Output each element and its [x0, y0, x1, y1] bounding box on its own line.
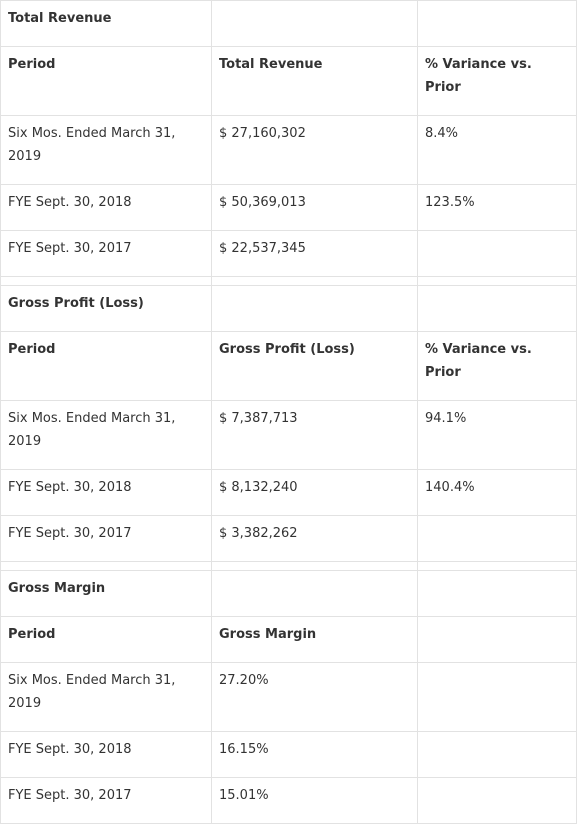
table-row — [1, 778, 577, 824]
empty-cell — [418, 286, 577, 332]
period-cell: FYE Sept. 30, 2017 — [1, 231, 212, 277]
header-row — [1, 617, 577, 663]
table-row — [1, 116, 577, 185]
empty-cell — [212, 571, 418, 617]
empty-cell — [418, 1, 577, 47]
value-cell: 16.15% — [212, 732, 418, 778]
variance-cell — [418, 231, 577, 277]
table-row — [1, 516, 577, 562]
header-period: Period — [1, 47, 212, 116]
period-cell: FYE Sept. 30, 2017 — [1, 516, 212, 562]
variance-cell — [418, 732, 577, 778]
value-cell: $ 22,537,345 — [212, 231, 418, 277]
period-cell: Six Mos. Ended March 31, 2019 — [1, 663, 212, 732]
period-cell: Six Mos. Ended March 31, 2019 — [1, 401, 212, 470]
value-cell: $ 7,387,713 — [212, 401, 418, 470]
section-title-row — [1, 286, 577, 332]
header-variance: % Variance vs. Prior — [418, 332, 577, 401]
section-title: Total Revenue — [1, 1, 212, 47]
table-row — [1, 470, 577, 516]
period-cell: Six Mos. Ended March 31, 2019 — [1, 116, 212, 185]
header-value: Total Revenue — [212, 47, 418, 116]
period-cell: FYE Sept. 30, 2018 — [1, 732, 212, 778]
table-row — [1, 732, 577, 778]
variance-cell: 94.1% — [418, 401, 577, 470]
variance-cell — [418, 778, 577, 824]
variance-cell — [418, 663, 577, 732]
value-cell: 15.01% — [212, 778, 418, 824]
period-cell: FYE Sept. 30, 2018 — [1, 470, 212, 516]
table-row — [1, 663, 577, 732]
value-cell: 27.20% — [212, 663, 418, 732]
section-title: Gross Margin — [1, 571, 212, 617]
header-row — [1, 332, 577, 401]
empty-cell — [418, 571, 577, 617]
value-cell: $ 27,160,302 — [212, 116, 418, 185]
period-cell: FYE Sept. 30, 2017 — [1, 778, 212, 824]
section-title-row — [1, 1, 577, 47]
table-row — [1, 185, 577, 231]
header-value: Gross Margin — [212, 617, 418, 663]
period-cell: FYE Sept. 30, 2018 — [1, 185, 212, 231]
empty-cell — [212, 286, 418, 332]
variance-cell — [418, 516, 577, 562]
header-variance — [418, 617, 577, 663]
section-title: Gross Profit (Loss) — [1, 286, 212, 332]
variance-cell: 123.5% — [418, 185, 577, 231]
header-period: Period — [1, 617, 212, 663]
value-cell: $ 3,382,262 — [212, 516, 418, 562]
variance-cell: 8.4% — [418, 116, 577, 185]
header-value: Gross Profit (Loss) — [212, 332, 418, 401]
header-row — [1, 47, 577, 116]
header-variance: % Variance vs. Prior — [418, 47, 577, 116]
header-period: Period — [1, 332, 212, 401]
table-row — [1, 401, 577, 470]
spacer-row — [1, 562, 577, 571]
spacer-row — [1, 277, 577, 286]
table-row — [1, 231, 577, 277]
variance-cell: 140.4% — [418, 470, 577, 516]
section-title-row — [1, 571, 577, 617]
empty-cell — [212, 1, 418, 47]
value-cell: $ 50,369,013 — [212, 185, 418, 231]
value-cell: $ 8,132,240 — [212, 470, 418, 516]
